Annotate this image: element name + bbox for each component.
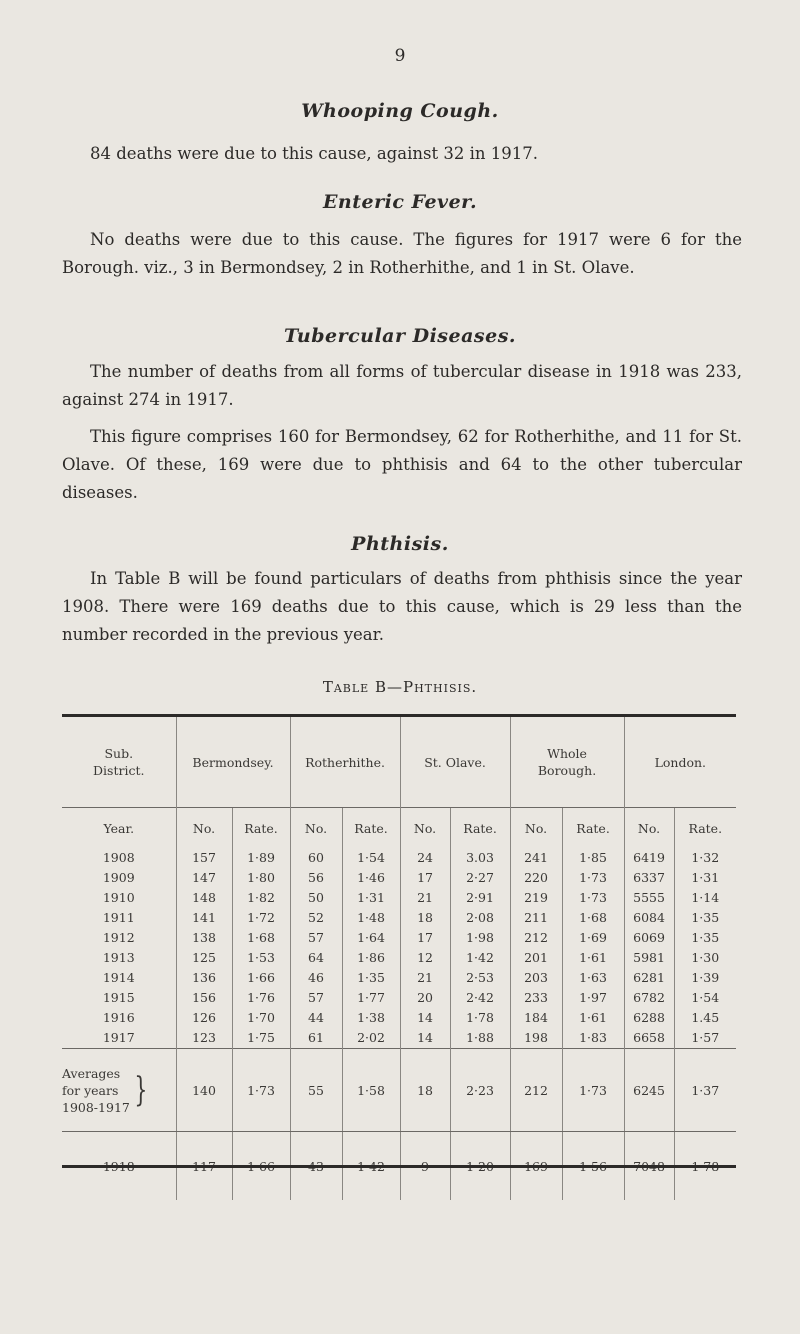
row-year: 1908: [102, 850, 135, 865]
cell-whole-borough-rate: 1·97: [562, 988, 624, 1008]
cell-st-olave-rate: 1·88: [450, 1028, 510, 1049]
cell-london-no: 6281: [624, 968, 674, 988]
cell-rotherhithe-rate: 1·38: [342, 1008, 400, 1028]
header-bermondsey: Bermondsey.: [176, 717, 290, 808]
avg-whole-borough-rate: 1·73: [562, 1049, 624, 1132]
avg-rotherhithe-no: 55: [290, 1049, 342, 1132]
cell-rotherhithe-no: 56: [290, 868, 342, 888]
table-row: [62, 848, 736, 868]
cell-whole-borough-no: 201: [510, 948, 562, 968]
cell-rotherhithe-no: 52: [290, 908, 342, 928]
table-row: [62, 908, 736, 928]
row-year: 1916: [102, 1010, 135, 1025]
avg-london-rate: 1·37: [674, 1049, 736, 1132]
cell-whole-borough-rate: 1·61: [562, 948, 624, 968]
cell-st-olave-rate: 2·08: [450, 908, 510, 928]
cell-st-olave-no: 14: [400, 1028, 450, 1049]
cell-whole-borough-no: 220: [510, 868, 562, 888]
cell-london-rate: 1·32: [674, 848, 736, 868]
cell-london-no: 6658: [624, 1028, 674, 1049]
cell-bermondsey-rate: 1·80: [232, 868, 290, 888]
table-row: [62, 968, 736, 988]
cell-rotherhithe-no: 61: [290, 1028, 342, 1049]
cell-st-olave-rate: 2·91: [450, 888, 510, 908]
avg-st-olave-no: 18: [400, 1049, 450, 1132]
phthisis-table-container: [62, 717, 736, 1200]
header-sub-district: Sub. District.: [93, 746, 145, 778]
cell-st-olave-rate: 1·42: [450, 948, 510, 968]
cell-st-olave-no: 21: [400, 888, 450, 908]
table-row: [62, 948, 736, 968]
header-london-no: No.: [624, 808, 674, 849]
header-st-olave: St. Olave.: [400, 717, 510, 808]
header-whole-borough-no: No.: [510, 808, 562, 849]
table-row: [62, 928, 736, 948]
cell-rotherhithe-rate: 1·64: [342, 928, 400, 948]
cell-bermondsey-no: 157: [176, 848, 232, 868]
paragraph-whooping-cough: 84 deaths were due to this cause, against 32 in 1917.: [90, 144, 538, 163]
cell-london-rate: 1·14: [674, 888, 736, 908]
cell-whole-borough-rate: 1·68: [562, 908, 624, 928]
cell-st-olave-rate: 1·98: [450, 928, 510, 948]
cell-london-no: 5555: [624, 888, 674, 908]
cell-bermondsey-rate: 1·82: [232, 888, 290, 908]
row-year: 1914: [102, 970, 135, 985]
cell-rotherhithe-no: 64: [290, 948, 342, 968]
cell-whole-borough-rate: 1·85: [562, 848, 624, 868]
paragraph-phthisis: In Table B will be found particulars of deaths from phthisis since the year 1908. There were 169 deaths due to this cause, which is 29 less than the number recorded in the previous year.: [62, 569, 742, 644]
cell-london-no: 6337: [624, 868, 674, 888]
cell-rotherhithe-rate: 2·02: [342, 1028, 400, 1049]
paragraph-enteric-fever: No deaths were due to this cause. The figures for 1917 were 6 for the Borough. viz., 3 in Bermondsey, 2 in Rotherhithe, and 1 in St. Olave.: [62, 230, 742, 277]
cell-st-olave-rate: 2·27: [450, 868, 510, 888]
cell-bermondsey-rate: 1·76: [232, 988, 290, 1008]
cell-rotherhithe-rate: 1·54: [342, 848, 400, 868]
header-london: London.: [624, 717, 736, 808]
cell-rotherhithe-no: 46: [290, 968, 342, 988]
header-rotherhithe-no: No.: [290, 808, 342, 849]
avg-london-no: 6245: [624, 1049, 674, 1132]
cell-bermondsey-no: 125: [176, 948, 232, 968]
cell-london-rate: 1·57: [674, 1028, 736, 1049]
cell-st-olave-no: 12: [400, 948, 450, 968]
cell-st-olave-no: 20: [400, 988, 450, 1008]
cell-london-no: 6069: [624, 928, 674, 948]
cell-whole-borough-no: 241: [510, 848, 562, 868]
cell-bermondsey-no: 156: [176, 988, 232, 1008]
cell-london-no: 5981: [624, 948, 674, 968]
averages-brace: }: [134, 1070, 148, 1110]
cell-whole-borough-no: 219: [510, 888, 562, 908]
cell-bermondsey-rate: 1·53: [232, 948, 290, 968]
cell-st-olave-no: 17: [400, 868, 450, 888]
cell-st-olave-no: 18: [400, 908, 450, 928]
cell-bermondsey-rate: 1·68: [232, 928, 290, 948]
cell-bermondsey-no: 141: [176, 908, 232, 928]
row-year: 1910: [102, 890, 135, 905]
cell-whole-borough-no: 203: [510, 968, 562, 988]
avg-bermondsey-rate: 1·73: [232, 1049, 290, 1132]
avg-bermondsey-no: 140: [176, 1049, 232, 1132]
table-body: [62, 848, 736, 1049]
header-bermondsey-no: No.: [176, 808, 232, 849]
row-year: 1915: [102, 990, 135, 1005]
header-rotherhithe: Rotherhithe.: [290, 717, 400, 808]
cell-rotherhithe-no: 60: [290, 848, 342, 868]
cell-st-olave-no: 14: [400, 1008, 450, 1028]
cell-rotherhithe-rate: 1·35: [342, 968, 400, 988]
header-london-rate: Rate.: [674, 808, 736, 849]
cell-st-olave-no: 21: [400, 968, 450, 988]
cell-rotherhithe-rate: 1·46: [342, 868, 400, 888]
cell-bermondsey-no: 148: [176, 888, 232, 908]
cell-whole-borough-no: 233: [510, 988, 562, 1008]
cell-whole-borough-rate: 1·61: [562, 1008, 624, 1028]
table-row: [62, 888, 736, 908]
avg-whole-borough-no: 212: [510, 1049, 562, 1132]
cell-bermondsey-no: 138: [176, 928, 232, 948]
cell-whole-borough-no: 184: [510, 1008, 562, 1028]
heading-tubercular-diseases: Tubercular Diseases.: [283, 325, 517, 347]
header-whole-borough-rate: Rate.: [562, 808, 624, 849]
averages-label: [62, 1049, 176, 1132]
cell-whole-borough-no: 198: [510, 1028, 562, 1049]
header-st-olave-no: No.: [400, 808, 450, 849]
cell-st-olave-rate: 1·78: [450, 1008, 510, 1028]
cell-bermondsey-no: 126: [176, 1008, 232, 1028]
cell-london-rate: 1·35: [674, 908, 736, 928]
header-bermondsey-rate: Rate.: [232, 808, 290, 849]
averages-label-line2: for years: [62, 1082, 119, 1098]
heading-enteric-fever: Enteric Fever.: [322, 191, 478, 213]
cell-london-rate: 1·30: [674, 948, 736, 968]
cell-whole-borough-rate: 1·73: [562, 888, 624, 908]
cell-bermondsey-no: 136: [176, 968, 232, 988]
cell-bermondsey-rate: 1·66: [232, 968, 290, 988]
cell-rotherhithe-rate: 1·77: [342, 988, 400, 1008]
averages-label-line3: 1908-1917: [62, 1099, 130, 1115]
cell-bermondsey-rate: 1·89: [232, 848, 290, 868]
cell-london-rate: 1.45: [674, 1008, 736, 1028]
cell-st-olave-rate: 3.03: [450, 848, 510, 868]
row-year: 1909: [102, 870, 135, 885]
header-whole-borough: Whole Borough.: [510, 717, 624, 808]
cell-rotherhithe-no: 50: [290, 888, 342, 908]
avg-st-olave-rate: 2·23: [450, 1049, 510, 1132]
row-year: 1913: [102, 950, 135, 965]
averages-row: [62, 1049, 736, 1132]
table-row: [62, 1028, 736, 1049]
cell-london-no: 6288: [624, 1008, 674, 1028]
cell-whole-borough-rate: 1·83: [562, 1028, 624, 1049]
table-row: [62, 868, 736, 888]
table-caption: Table B—Phthisis.: [322, 678, 478, 696]
cell-whole-borough-no: 212: [510, 928, 562, 948]
cell-rotherhithe-rate: 1·31: [342, 888, 400, 908]
table-bottom-rule: [62, 1165, 736, 1168]
table-group-header-row: [62, 717, 736, 808]
cell-whole-borough-rate: 1·73: [562, 868, 624, 888]
row-year: 1917: [102, 1030, 135, 1045]
averages-label-line1: Averages: [62, 1065, 121, 1081]
paragraph-tubercular-2: This figure comprises 160 for Bermondsey, 62 for Rotherhithe, and 11 for St. Olave. Of these, 169 were due to phthisis and 64 to the other tubercular diseases.: [62, 427, 742, 502]
cell-whole-borough-rate: 1·63: [562, 968, 624, 988]
cell-rotherhithe-no: 57: [290, 988, 342, 1008]
cell-whole-borough-rate: 1·69: [562, 928, 624, 948]
phthisis-table: [62, 717, 736, 1200]
cell-bermondsey-rate: 1·70: [232, 1008, 290, 1028]
header-year: Year.: [62, 808, 176, 849]
cell-st-olave-rate: 2·42: [450, 988, 510, 1008]
header-rotherhithe-rate: Rate.: [342, 808, 400, 849]
cell-london-rate: 1·54: [674, 988, 736, 1008]
heading-whooping-cough: Whooping Cough.: [301, 100, 499, 122]
header-st-olave-rate: Rate.: [450, 808, 510, 849]
cell-london-no: 6782: [624, 988, 674, 1008]
cell-london-no: 6084: [624, 908, 674, 928]
cell-st-olave-no: 17: [400, 928, 450, 948]
cell-rotherhithe-rate: 1·86: [342, 948, 400, 968]
cell-rotherhithe-no: 57: [290, 928, 342, 948]
page-number: 9: [394, 46, 406, 66]
table-sub-header-row: [62, 808, 736, 849]
table-row: [62, 988, 736, 1008]
cell-london-rate: 1·39: [674, 968, 736, 988]
cell-st-olave-no: 24: [400, 848, 450, 868]
paragraph-tubercular-1: The number of deaths from all forms of tubercular disease in 1918 was 233, against 274 in 1917.: [62, 362, 742, 409]
cell-whole-borough-no: 211: [510, 908, 562, 928]
cell-rotherhithe-rate: 1·48: [342, 908, 400, 928]
cell-london-no: 6419: [624, 848, 674, 868]
cell-bermondsey-no: 147: [176, 868, 232, 888]
row-year: 1911: [102, 910, 135, 925]
cell-bermondsey-no: 123: [176, 1028, 232, 1049]
cell-london-rate: 1·35: [674, 928, 736, 948]
cell-st-olave-rate: 2·53: [450, 968, 510, 988]
heading-phthisis: Phthisis.: [351, 533, 449, 555]
cell-rotherhithe-no: 44: [290, 1008, 342, 1028]
cell-london-rate: 1·31: [674, 868, 736, 888]
cell-bermondsey-rate: 1·75: [232, 1028, 290, 1049]
cell-bermondsey-rate: 1·72: [232, 908, 290, 928]
row-year: 1912: [102, 930, 135, 945]
avg-rotherhithe-rate: 1·58: [342, 1049, 400, 1132]
table-row: [62, 1008, 736, 1028]
